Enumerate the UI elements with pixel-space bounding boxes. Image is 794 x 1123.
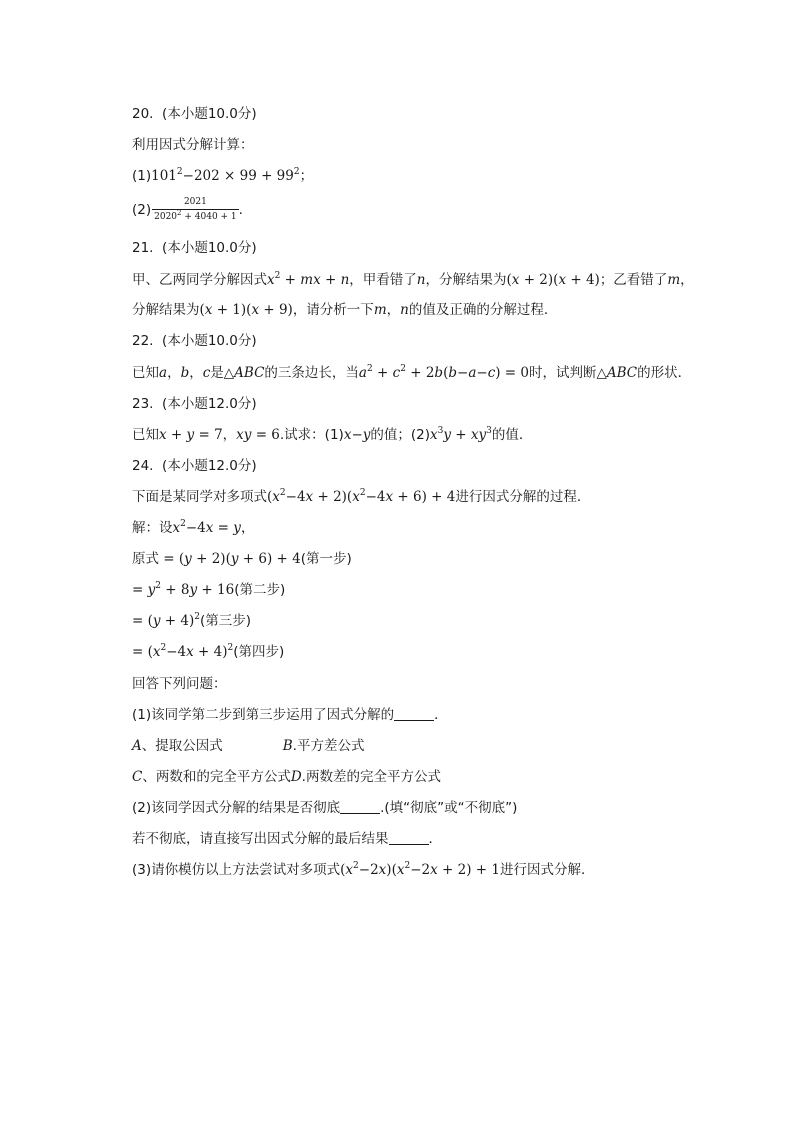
- q24-sub1: (1)该同学第二步到第三步运用了因式分解的 ．: [132, 707, 448, 723]
- q24-intro: 下面是某同学对多项式$(x^2-4x + 2)(x^2-4x + 6) + 4$进行因式分解的过程．: [132, 488, 591, 505]
- q24-step3: = $(y + 4)^2$(第三步): [132, 612, 252, 629]
- q20-part2: (2) $\frac{2021}{2020^2 + 4040 + 1}$ .: [132, 197, 243, 222]
- q24-header: 24. (本小题12.0分): [132, 458, 257, 474]
- q24-let: 解：设$x^2-4x = y$，: [132, 519, 255, 536]
- q21-line1: 甲、乙两同学分解因式$x^2$ + mx + n，甲看错了n，分解结果为(x + 2)(x + 4)；乙看错了m，: [132, 271, 694, 288]
- q22-body: 已知a，b，c是△ABC的三条边长，当$a^2 + c^2 + 2b(b-a-c) = 0$时，试判断△ABC的形状．: [132, 364, 692, 381]
- answer-blank[interactable]: [340, 799, 380, 814]
- option-c: C、两数和的完全平方公式: [132, 769, 291, 785]
- q20-header: 20. (本小题10.0分): [132, 106, 257, 122]
- q20-intro: 利用因式分解计算：: [132, 137, 254, 153]
- q24-options-ab: [132, 736, 364, 756]
- q22-header: 22. (本小题10.0分): [132, 333, 257, 349]
- q20-fraction: $\frac{2021}{2020^2 + 4040 + 1}$: [154, 197, 237, 222]
- q24-step4: = $(x^2-4x + 4)^2$(第四步): [132, 643, 285, 660]
- q21-header: 21. (本小题10.0分): [132, 240, 257, 256]
- q21-line2: 分解结果为(x + 1)(x + 9)，请分析一下m，n的值及正确的分解过程．: [132, 302, 558, 318]
- option-b: B.平方差公式: [282, 738, 365, 754]
- q24-sub2b: 若不彻底，请直接写出因式分解的最后结果 ．: [132, 831, 442, 847]
- q23-body: 已知x + y = 7，xy = 6.试求：(1)x−y的值；$(2)x^3y + xy^3$的值．: [132, 426, 533, 443]
- q24-step1: 原式 = (y + 2)(y + 6) + 4(第一步): [132, 551, 352, 567]
- q24-answer-prompt: 回答下列问题：: [132, 676, 227, 692]
- q23-header: 23. (本小题12.0分): [132, 396, 257, 412]
- answer-blank[interactable]: [389, 830, 429, 845]
- q24-sub3: (3)请你模仿以上方法尝试对多项式$(x^2-2x)(x^2-2x + 2) + 1$进行因式分解．: [132, 861, 595, 878]
- q24-options-cd: [132, 767, 441, 787]
- option-d: D.两数差的完全平方公式: [290, 769, 441, 785]
- answer-blank[interactable]: [394, 706, 434, 721]
- q24-sub2: (2)该同学因式分解的结果是否彻底 .(填“彻底”或“不彻底”): [132, 800, 518, 816]
- option-a: A、提取公因式: [132, 738, 223, 754]
- q20-part1: $(1)101^2-202 \times 99 + 99^2$；: [132, 167, 314, 184]
- q24-step2: = $y^2 + 8y + 16$(第二步): [132, 581, 286, 598]
